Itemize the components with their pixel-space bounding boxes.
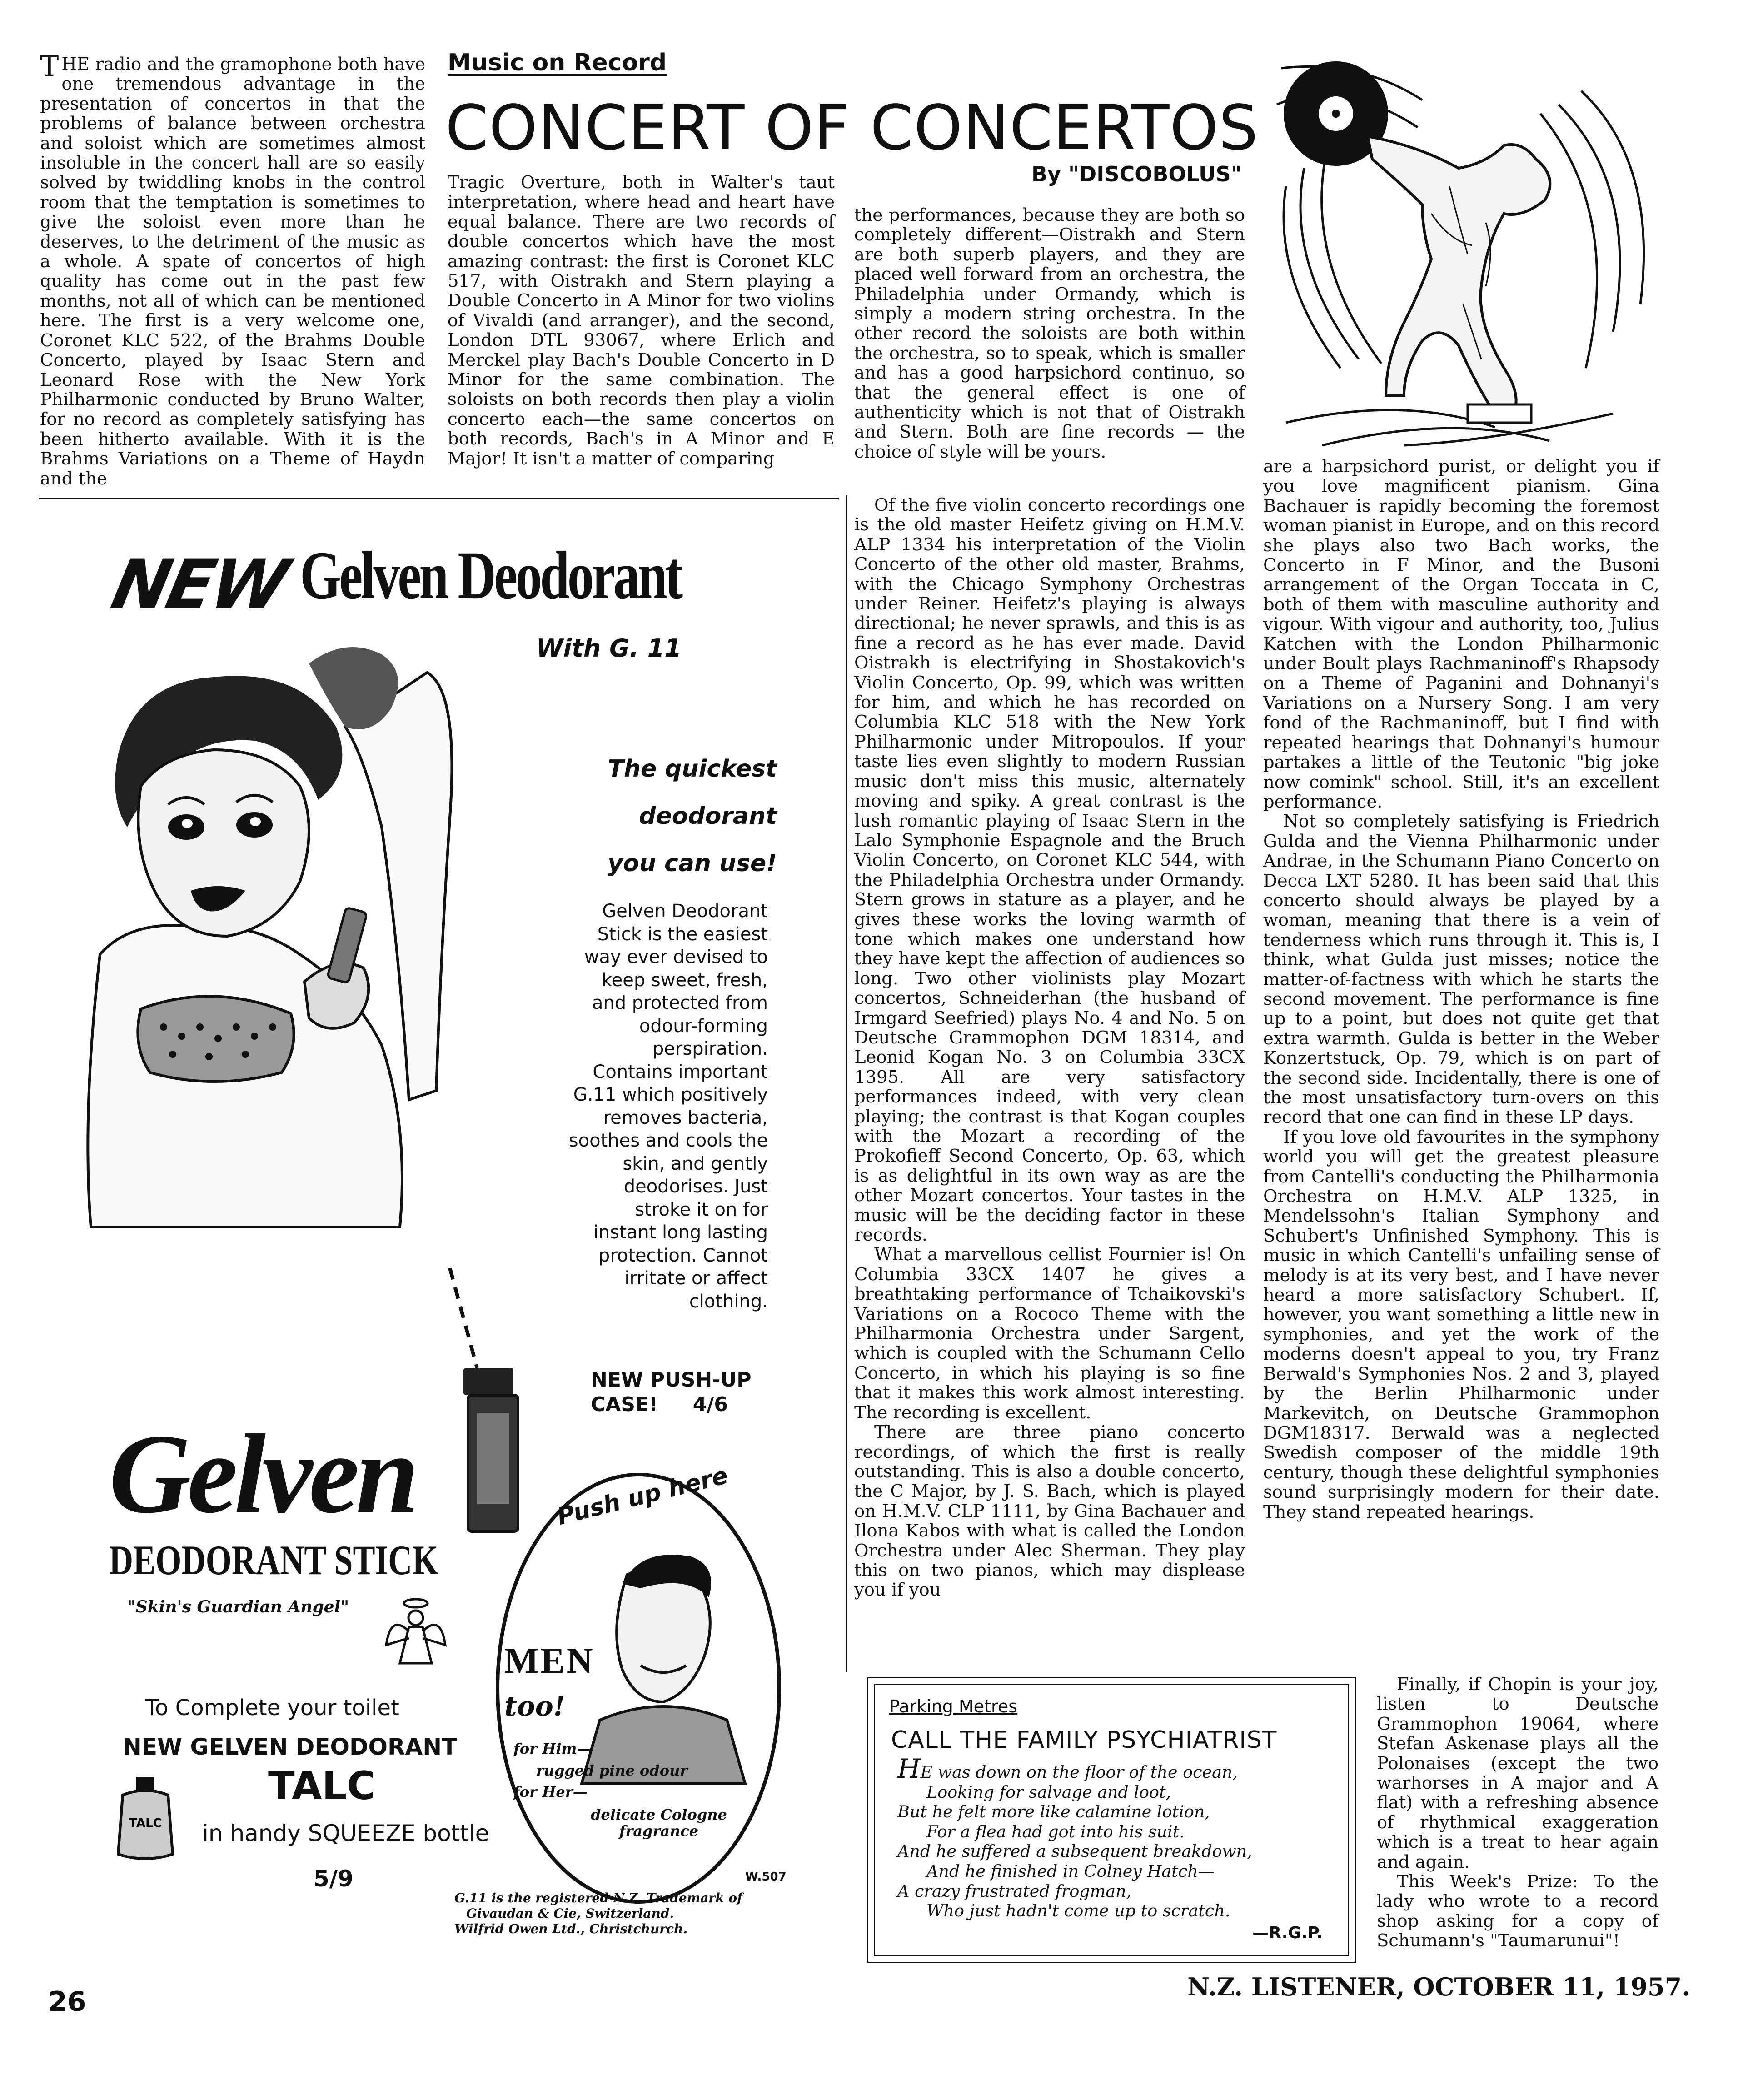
article-paragraph: Of the five violin concerto recordings one is the old master Heifetz giving on H.M.V. ALP 1334 his interpretation of the Violin Concerto of the other old master, Brahms, with the Chicago Symphony Orchestras under Reiner. Heifetz's playing is always directional; he never sprawls, and this is as fine a record as he has ever made. David Oistrakh is electrifying in Shostakovich's Violin Concerto, Op. 99, which was written for him, and which he has recorded on Columbia KLC 518 with the New York Philharmonic under Mitropoulos. If your taste lies even slightly to modern Russian music don't miss this music, alternately moving and spiky. A great contrast is the lush romantic playing of Isaac Stern in the Lalo Symphonie Espagnole and the Bruch Violin Concerto, on Coronet KLC 544, with the Philadelphia Orchestra under Ormandy. Stern grows in stature as a player, and he gives these works the loving warmth of tone which makes one understand how they have kept the affection of audiences so long. Two other violinists play Mozart concertos, Schneiderhan (the husband of Irmgard Seefried) plays No. 4 and No. 5 on Deutsche Grammophon DGM 18314, and Leonid Kogan No. 3 on Columbia 33CX 1395. All are very satisfactory performances indeed, with very clean playing; the contrast is that Kogan couples with the Mozart a recording of the Prokofieff Second Concerto, Op. 63, which is as delightful in its own way as are the other Mozart concertos. Your tastes in the music will be the deciding factor in these records. bbox=[854, 495, 1245, 1246]
talc-bottle-icon bbox=[109, 1772, 182, 1863]
poem-text: E was down on the floor of the ocean, bbox=[920, 1762, 1238, 1782]
headline: CONCERT OF CONCERTOS bbox=[445, 92, 1259, 164]
ad-push-here-label: Push up here bbox=[554, 1462, 731, 1531]
article-paragraph: are a harpsichord purist, or delight you if you love magnificent pianism. Gina Bachauer is rapidly becoming the foremost woman pianist in Europe, and on this record she plays also two Bach works, the Concerto in F Minor, and the Busoni arrangement of the Organ Toccata in C, both of them with masculine authority and vigour. With vigour and authority, too, Julius Katchen with the London Philharmonic under Boult plays Rachmaninoff's Rhapsody on a Theme of Paganini and Dohnanyi's Variations on a Nursery Song. I am very fond of the Rachmaninoff, but I find with repeated hearings that Dohnanyi's humour partakes a little of the Teutonic "big joke now comink" school. Still, it's an excellent performance. bbox=[1263, 456, 1659, 812]
section-kicker: Music on Record bbox=[448, 49, 667, 76]
ad-body-copy: Gelven Deodorant Stick is the easiest way ever devised to keep sweet, fresh, and protected from odour-forming perspiration. Contains important G.11 which positively removes bacteria, soothes and cools the skin, and gently deodorises. Just stroke it on for instant long lasting protection. Cannot irritate or affect clothing. bbox=[568, 901, 768, 1312]
article-column-2 bbox=[448, 173, 835, 469]
article-paragraph: This Week's Prize: To the lady who wrote to a record shop asking for a copy of Schumann's "Taumarunui"! bbox=[1377, 1871, 1658, 1951]
ad-him-scent: rugged pine odour bbox=[536, 1762, 688, 1779]
woman-illustration bbox=[64, 636, 473, 1250]
poem-line: And he finished in Colney Hatch— bbox=[926, 1861, 1215, 1881]
ad-legal-line: G.11 is the registered N.Z. Trademark of bbox=[454, 1890, 743, 1905]
ad-for-her: for Her— bbox=[513, 1783, 588, 1801]
ad-push-line: CASE! 4/6 bbox=[591, 1393, 728, 1416]
ad-slogan-line: you can use! bbox=[608, 850, 777, 877]
talc-bottle-label: TALC bbox=[129, 1816, 162, 1830]
parking-metres-box bbox=[867, 1677, 1356, 1963]
poem-signature: —R.G.P. bbox=[1252, 1924, 1323, 1942]
ad-product-name: DEODORANT STICK bbox=[109, 1537, 438, 1583]
ad-push-up-case bbox=[591, 1368, 818, 1417]
ad-slogan-line: deodorant bbox=[639, 803, 777, 830]
article-column-4b bbox=[1377, 1675, 1658, 1951]
article-paragraph: Not so completely satisfying is Friedrich Gulda and the Vienna Philharmonic under Andrae, in the Schumann Piano Concerto on Decca LXT 5280. It has been said that this concerto should always be played by a woman, meaning that there is a vein of tenderness which runs through it. This is, I think, what Gulda just misses; notice the matter-of-factness with which he starts the second movement. The performance is fine up to a point, but does not quite get that extra warmth. Gulda is better in the Weber Konzertstuck, Op. 79, which is on part of the second side. Incidentally, there is one of the most unsatisfactory turn-overs on this record that one can find in these LP days. bbox=[1263, 811, 1659, 1128]
ad-squeeze-bottle: in handy SQUEEZE bottle bbox=[202, 1820, 489, 1846]
ad-brand-logo: Gelven bbox=[109, 1411, 415, 1537]
ad-push-line: NEW PUSH-UP bbox=[591, 1368, 752, 1392]
article-paragraph: Finally, if Chopin is your joy, listen to Deutsche Grammophon 19064, where Stefan Askenase plays all the Polonaises (except the two warhorses in A major and A flat) with a refreshing absence of rhythmical exaggeration which is a treat to hear again and again. bbox=[1377, 1674, 1658, 1872]
ad-talc-headline: NEW GELVEN DEODORANT bbox=[123, 1734, 458, 1760]
poem-line: And he suffered a subsequent breakdown, bbox=[897, 1841, 1252, 1861]
poem-line: A crazy frustrated frogman, bbox=[897, 1881, 1132, 1901]
column-rule bbox=[846, 495, 847, 1672]
article-column-4 bbox=[1263, 457, 1659, 1522]
page-number: 26 bbox=[48, 1986, 86, 2018]
poem-line: Looking for salvage and loot, bbox=[926, 1782, 1171, 1802]
issue-date: N.Z. LISTENER, OCTOBER 11, 1957. bbox=[1187, 1972, 1690, 2001]
article-paragraph: HE radio and the gramophone both have one tremendous advantage in the presentation of concertos in that the problems of balance between orchestra and soloist which are sometimes almost insoluble in the concert hall are so easily solved by twiddling knobs in the control room that the temptation is sometimes to give the soloist even more than he deserves, to the detriment of the music as a whole. A spate of concertos of high quality has come out in the past few months, not all of which can be mentioned here. The first is a very welcome one, Coronet KLC 522, of the Brahms Double Concerto, played by Isaac Stern and Leonard Rose with the New York Philharmonic conducted by Bruno Walter, for no record as completely satisfying has been hitherto available. With it is the Brahms Variations on a Theme of Haydn and the bbox=[40, 54, 425, 489]
box-kicker: Parking Metres bbox=[889, 1696, 1017, 1716]
poem-drop-cap: H bbox=[897, 1753, 921, 1784]
column-rule bbox=[39, 498, 839, 499]
men-oval bbox=[491, 1466, 786, 1911]
ad-code: W.507 bbox=[745, 1870, 787, 1884]
drop-cap: T bbox=[40, 50, 59, 83]
poem-line bbox=[897, 1753, 1329, 1784]
byline: By "DISCOBOLUS" bbox=[1031, 162, 1242, 186]
ad-slogan-line: The quickest bbox=[608, 755, 777, 783]
ad-legal-line: Wilfrid Owen Ltd., Christchurch. bbox=[454, 1921, 688, 1936]
article-column-1 bbox=[40, 50, 425, 489]
article-paragraph: Tragic Overture, both in Walter's taut interpretation, where head and heart have equal balance. There are two records of double concertos which have the most amazing contrast: the first is Coronet KLC 517, with Oistrakh and Stern playing a Double Concerto in A Minor for two violins of Vivaldi (and arranger), and the second, London DTL 93067, where Erlich and Merckel play Bach's Double Concerto in D Minor for the same combination. The soloists on both records then play a violin concerto each—the same concertos on both records, Bach's in A Minor and E Major! It isn't a matter of comparing bbox=[448, 172, 835, 469]
ad-legal-line: Givaudan & Cie, Switzerland. bbox=[466, 1906, 674, 1921]
ad-tagline: "Skin's Guardian Angel" bbox=[127, 1597, 349, 1616]
ad-with-label: With G. 11 bbox=[536, 634, 682, 663]
ad-her-scent-line: fragrance bbox=[619, 1822, 699, 1840]
ad-talc-price: 5/9 bbox=[314, 1866, 354, 1892]
ad-her-scent bbox=[591, 1806, 727, 1839]
article-paragraph: If you love old favourites in the symphony world you will get the greatest pleasure from Cantelli's conducting the Philharmonia Orchestra on H.M.V. ALP 1325, in Mendelssohn's Italian Symphony and Schubert's Unfinished Symphony. This is music in which Cantelli's unfailing sense of melody is at its very best, and I have never heard a more satisfactory Schubert. If, however, you want something a little new in symphonies, and yet the work of the moderns doesn't appeal to you, try Franz Berwald's Symphonies Nos. 2 and 3, played by the Berlin Philharmonic under Markevitch, on Deutsche Grammophon DGM18317. Berwald was a neglected Swedish composer of the middle 19th century, though these delightful symphonies sound surprisingly modern for their date. They stand repeated hearings. bbox=[1263, 1127, 1659, 1522]
ad-legal bbox=[454, 1890, 742, 1937]
article-column-3a bbox=[854, 205, 1245, 462]
angel-icon bbox=[382, 1595, 450, 1672]
article-paragraph: What a marvellous cellist Fournier is! On Columbia 33CX 1407 he gives a breathtaking performance of Tchaikovski's Variations on a Rococo Theme with the Philharmonia Orchestra under Sargent, which is coupled with the Schumann Cello Concerto, in which his playing is so fine that it makes this work almost interesting. The recording is excellent. bbox=[854, 1244, 1245, 1423]
ad-talc-intro: To Complete your toilet bbox=[145, 1695, 399, 1721]
ad-talc-name: TALC bbox=[268, 1763, 376, 1809]
ad-men-label: MEN bbox=[504, 1641, 595, 1681]
poem-line: For a flea had got into his suit. bbox=[926, 1821, 1185, 1841]
box-title: CALL THE FAMILY PSYCHIATRIST bbox=[891, 1726, 1277, 1754]
ad-slogan bbox=[523, 745, 777, 887]
ad-new-label: NEW bbox=[105, 545, 293, 624]
article-paragraph: There are three piano concerto recordings, of which the first is really outstanding. This is also a double concerto, the C Major, by J. S. Bach, which is played on H.M.V. CLP 1111, by Gina Bachauer and Ilona Kabos with what is called the London Orchestra under Alec Sherman. They play this on two pianos, which may displease you if you bbox=[854, 1422, 1245, 1601]
ad-too-label: too! bbox=[504, 1691, 566, 1722]
article-column-3b bbox=[854, 495, 1245, 1600]
discobolus-illustration bbox=[1268, 50, 1668, 454]
poem bbox=[897, 1753, 1329, 1921]
ad-title: Gelven Deodorant bbox=[300, 538, 681, 613]
article-paragraph: the performances, because they are both so completely different—Oistrakh and Stern are both superb players, and they are placed well forward from an orchestra, the Philadelphia under Ormandy, which is simply a modern string orchestra. In the other record the soloists are both within the orchestra, so to speak, which is smaller and has a good harpsichord continuo, so that the general effect is one of authenticity which is not that of Oistrakh and Stern. Both are fine records — the choice of style will be yours. bbox=[854, 205, 1245, 462]
poem-line: Who just hadn't come up to scratch. bbox=[926, 1901, 1230, 1921]
ad-her-scent-line: delicate Cologne bbox=[591, 1806, 727, 1823]
poem-line: But he felt more like calamine lotion, bbox=[897, 1802, 1210, 1822]
ad-for-him: for Him— bbox=[513, 1740, 592, 1757]
